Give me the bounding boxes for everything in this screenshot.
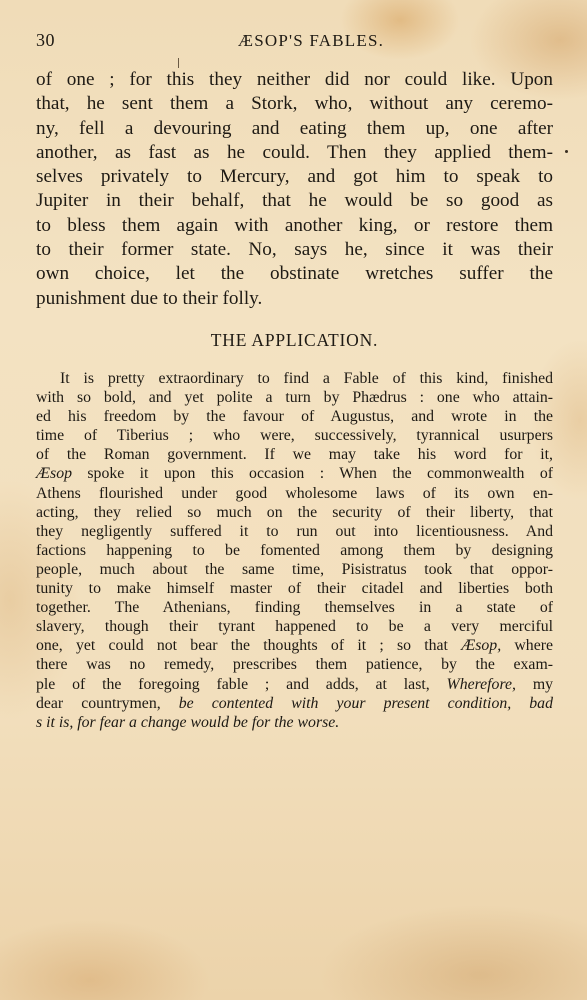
application-line: Athens flourished under good wholesome laws of its own en-: [36, 484, 553, 502]
fable-line: punishment due to their folly.: [36, 287, 263, 309]
fable-text: [36, 68, 553, 311]
application-line: people, much about the same time, Pisistratus took that oppor-: [36, 560, 553, 578]
application-line-rest: spoke it upon this occasion : When the commonwealth of: [87, 465, 553, 483]
application-line: slavery, though their tyrant happened to be a very merciful: [36, 618, 553, 636]
fable-line: own choice, let the obstinate wretches suffer the: [36, 263, 553, 285]
fable-line: that, he sent them a Stork, who, without any ceremo-: [36, 93, 553, 115]
application-line: time of Tiberius ; who were, successively, tyrannical usurpers: [36, 427, 553, 445]
application-line: tunity to make himself master of their citadel and liberties both: [36, 580, 553, 598]
application-line: [36, 675, 553, 694]
fable-line: Jupiter in their behalf, that he would be so good as: [36, 190, 553, 212]
running-head: ÆSOP'S FABLES.: [237, 31, 385, 50]
application-line: there was no remedy, prescribes them patience, by the exam-: [36, 656, 553, 674]
italic-wherefore: Wherefore,: [446, 675, 516, 693]
application-line-end: my: [515, 675, 554, 693]
page-header: [36, 30, 536, 54]
application-line: [36, 464, 553, 483]
fable-line: another, as fast as he could. Then they applied them-: [36, 141, 553, 163]
application-line-start: dear countrymen,: [36, 694, 161, 712]
application-line: factions happening to be fomented among them by designing: [36, 541, 553, 559]
application-line-start: one, yet could not bear the thoughts of it ; so that: [36, 637, 448, 655]
application-line: s it is, for fear a change would be for the worse.: [36, 713, 340, 731]
margin-speck: [565, 150, 568, 153]
fable-line: selves privately to Mercury, and got him to speak to: [36, 166, 553, 188]
application-line: of the Roman government. If we may take his word for it,: [36, 446, 553, 464]
fable-line: to bless them again with another king, or restore them: [36, 214, 553, 236]
print-mark: [178, 58, 179, 68]
italic-moral: be contented with your present condition, bad: [160, 694, 553, 712]
application-line: they negligently suffered it to run out into licentiousness. And: [36, 522, 553, 540]
application-line: It is pretty extraordinary to find a Fable of this kind, finished: [60, 370, 553, 387]
application-line: with so bold, and yet polite a turn by Phædrus : one who attain-: [36, 389, 553, 407]
italic-aesop: Æsop,: [461, 637, 502, 655]
application-line-end: where: [501, 637, 553, 655]
application-line: together. The Athenians, finding themselves in a state of: [36, 599, 553, 617]
fable-line: of one ; for this they neither did nor could like. Upon: [36, 69, 553, 90]
fable-line: to their former state. No, says he, since it was their: [36, 239, 553, 261]
fable-line: ny, fell a devouring and eating them up, one after: [36, 117, 553, 139]
application-line: [36, 636, 553, 655]
application-line: [36, 694, 553, 713]
application-line: ed his freedom by the favour of Augustus, and wrote in the: [36, 408, 553, 426]
italic-aesop: Æsop: [36, 465, 72, 483]
application-line-start: ple of the foregoing fable ; and adds, at last,: [36, 675, 430, 693]
application-text: [36, 369, 553, 732]
page-number: 30: [36, 30, 55, 50]
application-heading: THE APPLICATION.: [210, 330, 379, 350]
application-line: acting, they relied so much on the security of their liberty, that: [36, 503, 553, 521]
